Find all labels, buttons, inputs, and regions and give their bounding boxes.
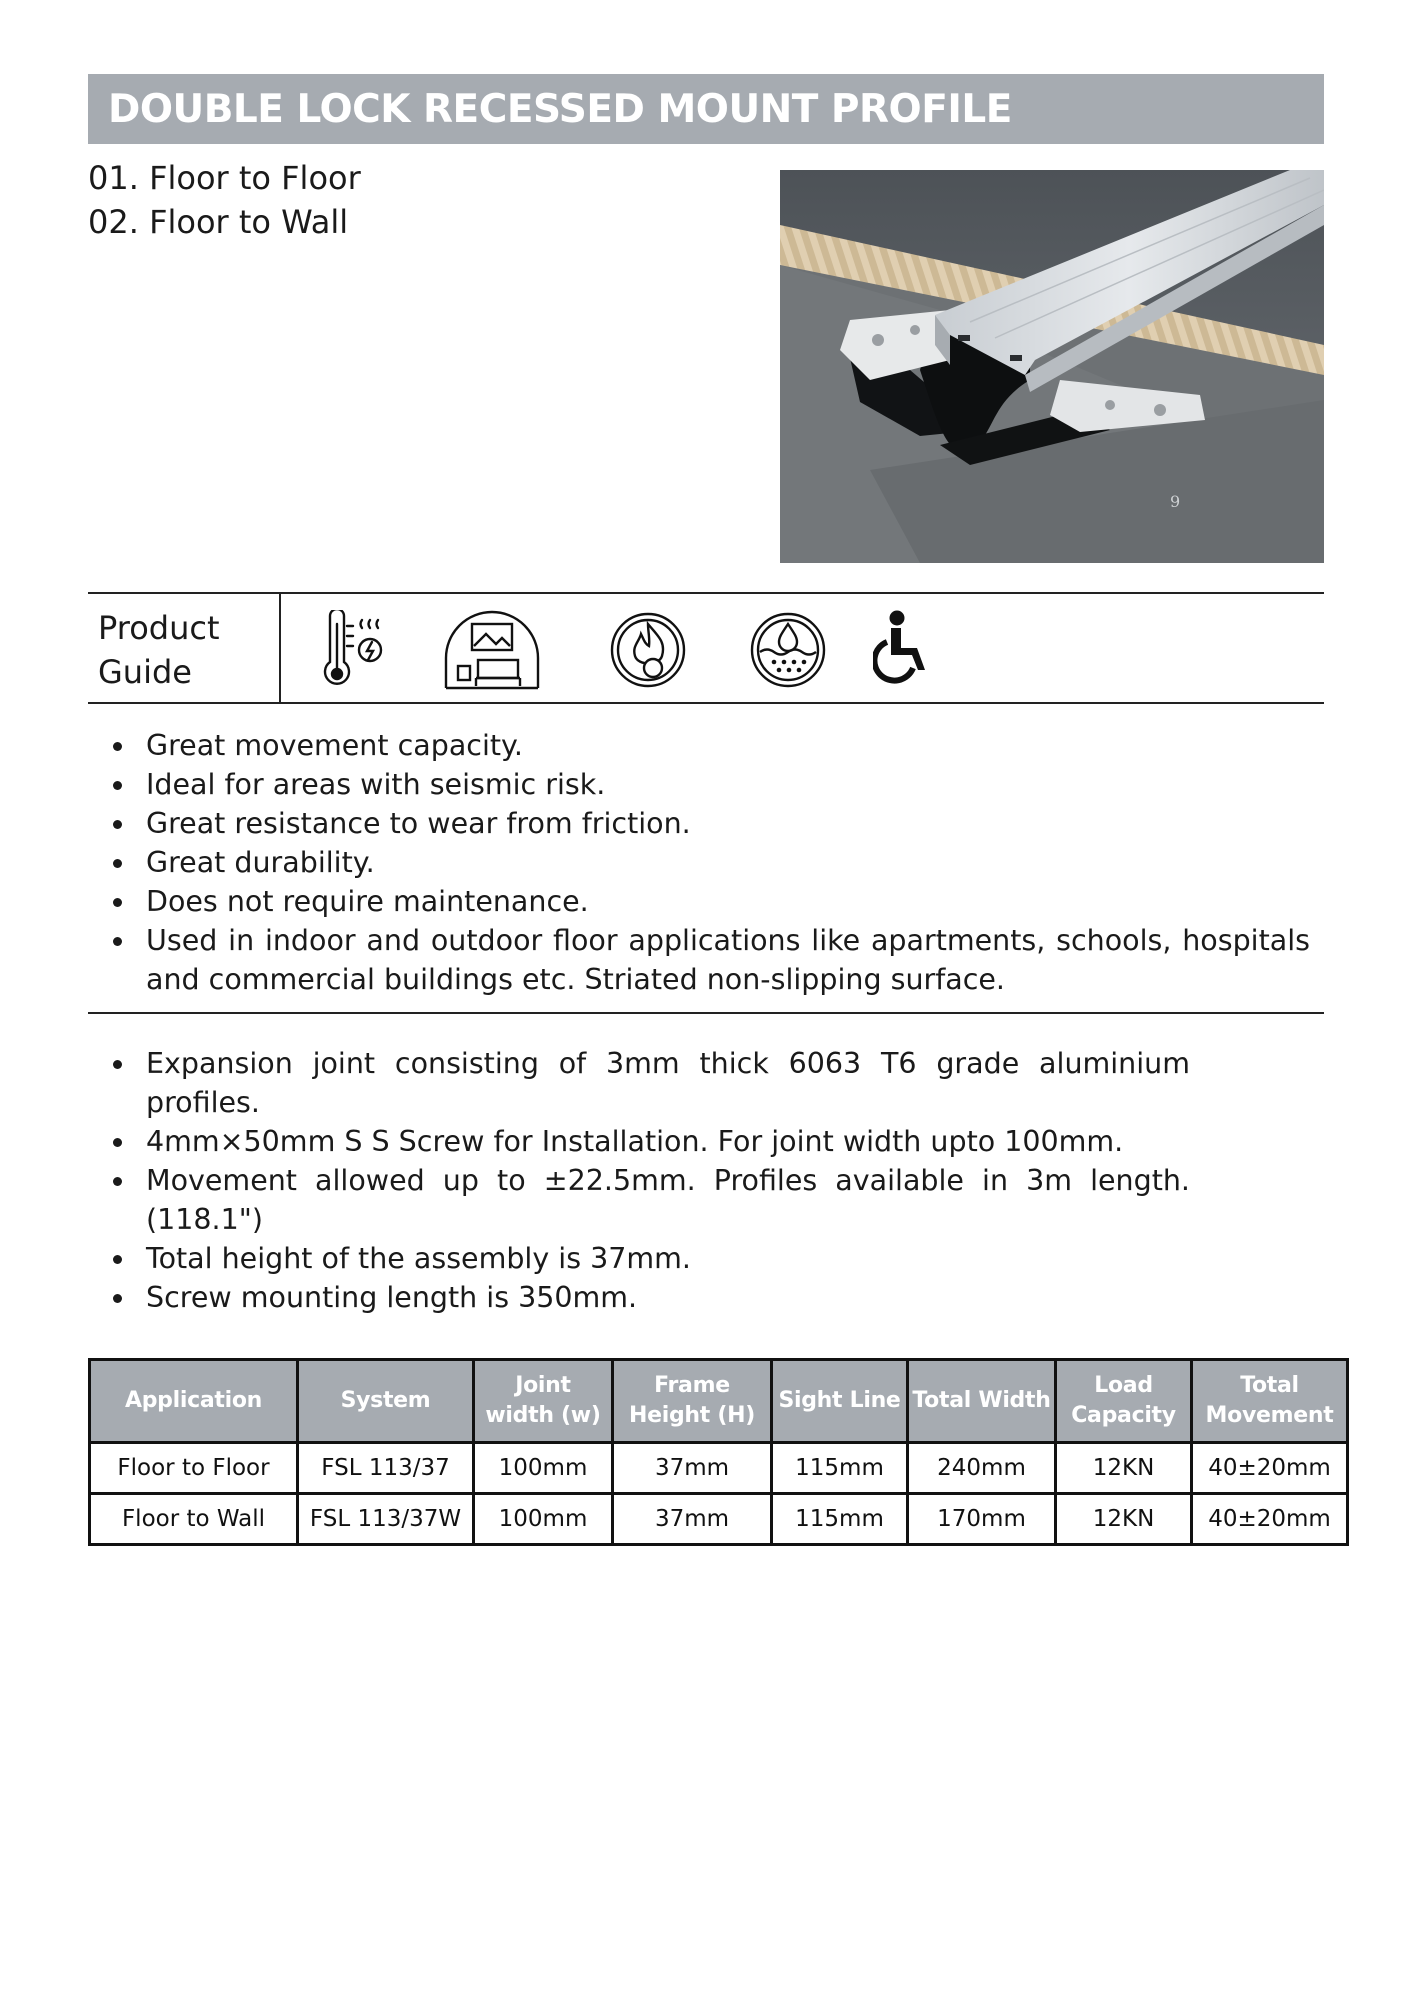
features-list [88,726,1310,999]
table-row [90,1443,1348,1494]
product-guide [88,592,1324,704]
list-item: Total height of the assembly is 37mm. [88,1239,1190,1278]
column-header: System [298,1360,474,1443]
table-cell: 40±20mm [1192,1494,1348,1545]
table-cell: FSL 113/37W [298,1494,474,1545]
table-row [90,1494,1348,1545]
list-item: Great movement capacity. [88,726,1310,765]
table-cell: 12KN [1056,1494,1192,1545]
specification-list [88,1044,1190,1317]
column-header: Total Movement [1192,1360,1348,1443]
list-item: Used in indoor and outdoor floor applications like apartments, schools, hospitals and commercial buildings etc. Striated non-slipping surface. [88,921,1310,999]
page-title: DOUBLE LOCK RECESSED MOUNT PROFILE [108,86,1012,132]
table-cell: FSL 113/37 [298,1443,474,1494]
list-item: Ideal for areas with seismic risk. [88,765,1310,804]
wheelchair-access-icon [873,610,933,690]
application-list [88,156,361,244]
list-item: Expansion joint consisting of 3mm thick 6063 T6 grade aluminium profiles. [88,1044,1190,1122]
list-item: Great durability. [88,843,1310,882]
list-item: Movement allowed up to ±22.5mm. Profiles available in 3m length. (118.1") [88,1161,1190,1239]
table-cell: 12KN [1056,1443,1192,1494]
table-cell: 170mm [908,1494,1056,1545]
table-header-row [90,1360,1348,1443]
application-item: 02. Floor to Wall [88,203,349,241]
column-header: Total Width [908,1360,1056,1443]
specification-table [88,1358,1349,1546]
column-header: Load Capacity [1056,1360,1192,1443]
section-divider [88,1012,1324,1014]
table-cell: 115mm [772,1443,908,1494]
application-item: 01. Floor to Floor [88,159,361,197]
table-cell: 37mm [613,1494,772,1545]
list-item: Does not require maintenance. [88,882,1310,921]
list-item: Great resistance to wear from friction. [88,804,1310,843]
column-header: Joint width (w) [474,1360,613,1443]
table-cell: 100mm [474,1443,613,1494]
table-cell: Floor to Floor [90,1443,298,1494]
thermometer-icon [316,610,386,688]
product-render-image [780,170,1324,563]
water-resistance-icon [748,610,828,690]
column-header: Sight Line [772,1360,908,1443]
product-guide-label: Product Guide [88,594,281,704]
list-item: Screw mounting length is 350mm. [88,1278,1190,1317]
title-bar [88,74,1324,144]
column-header: Application [90,1360,298,1443]
table-cell: 37mm [613,1443,772,1494]
page-mark: 9 [1170,492,1181,511]
column-header: Frame Height (H) [613,1360,772,1443]
list-item: 4mm×50mm S S Screw for Installation. For joint width upto 100mm. [88,1122,1190,1161]
table-cell: 115mm [772,1494,908,1545]
table-cell: Floor to Wall [90,1494,298,1545]
table-cell: 240mm [908,1443,1056,1494]
bedroom-icon [444,610,540,690]
table-cell: 40±20mm [1192,1443,1348,1494]
table-cell: 100mm [474,1494,613,1545]
fire-resistance-icon [608,610,688,690]
